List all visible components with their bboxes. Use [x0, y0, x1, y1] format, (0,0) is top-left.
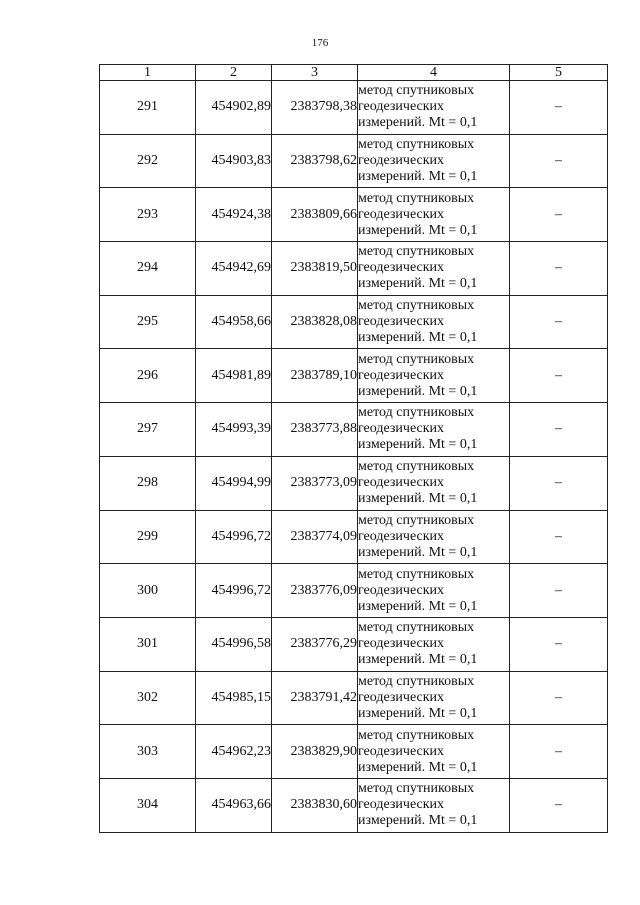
column-5-cell: – — [510, 510, 608, 564]
method-cell — [358, 403, 510, 457]
method-line: геодезических — [358, 314, 445, 330]
x-coordinate-cell: 454903,83 — [196, 134, 272, 188]
table-row — [100, 349, 608, 403]
table-row — [100, 81, 608, 135]
method-line: геодезических — [358, 528, 445, 544]
method-line: измерений. Mt = 0,1 — [358, 115, 478, 131]
point-number-cell: 291 — [100, 81, 196, 135]
method-line: измерений. Mt = 0,1 — [358, 169, 478, 185]
method-cell — [358, 671, 510, 725]
x-coordinate-cell: 454994,99 — [196, 456, 272, 510]
method-line: измерений. Mt = 0,1 — [358, 222, 478, 238]
table-row — [100, 564, 608, 618]
table-row — [100, 242, 608, 296]
point-number-cell: 297 — [100, 403, 196, 457]
table-row — [100, 134, 608, 188]
column-5-cell: – — [510, 295, 608, 349]
table-row — [100, 778, 608, 832]
column-5-cell: – — [510, 778, 608, 832]
method-line: геодезических — [358, 153, 445, 169]
y-coordinate-cell: 2383773,09 — [272, 456, 358, 510]
x-coordinate-cell: 454996,72 — [196, 564, 272, 618]
column-5-cell: – — [510, 564, 608, 618]
method-cell — [358, 81, 510, 135]
column-header-5: 5 — [510, 65, 608, 81]
y-coordinate-cell: 2383809,66 — [272, 188, 358, 242]
point-number-cell: 302 — [100, 671, 196, 725]
method-line: метод спутниковых — [358, 137, 475, 153]
method-line: метод спутниковых — [358, 83, 475, 99]
column-5-cell: – — [510, 349, 608, 403]
point-number-cell: 303 — [100, 725, 196, 779]
method-line: измерений. Mt = 0,1 — [358, 759, 478, 775]
method-line: метод спутниковых — [358, 405, 475, 421]
method-line: измерений. Mt = 0,1 — [358, 491, 478, 507]
method-line: геодезических — [358, 260, 445, 276]
table-row — [100, 725, 608, 779]
y-coordinate-cell: 2383829,90 — [272, 725, 358, 779]
method-cell — [358, 725, 510, 779]
method-line: геодезических — [358, 743, 445, 759]
method-line: измерений. Mt = 0,1 — [358, 813, 478, 829]
column-5-cell: – — [510, 671, 608, 725]
point-number-cell: 301 — [100, 617, 196, 671]
method-cell — [358, 349, 510, 403]
method-line: геодезических — [358, 797, 445, 813]
y-coordinate-cell: 2383774,09 — [272, 510, 358, 564]
y-coordinate-cell: 2383776,09 — [272, 564, 358, 618]
method-line: измерений. Mt = 0,1 — [358, 652, 478, 668]
method-cell — [358, 617, 510, 671]
x-coordinate-cell: 454993,39 — [196, 403, 272, 457]
method-line: метод спутниковых — [358, 727, 475, 743]
y-coordinate-cell: 2383798,62 — [272, 134, 358, 188]
x-coordinate-cell: 454985,15 — [196, 671, 272, 725]
method-line: измерений. Mt = 0,1 — [358, 383, 478, 399]
column-5-cell: – — [510, 188, 608, 242]
column-header-1: 1 — [100, 65, 196, 81]
method-line: измерений. Mt = 0,1 — [358, 705, 478, 721]
method-line: метод спутниковых — [358, 673, 475, 689]
method-line: метод спутниковых — [358, 566, 475, 582]
point-number-cell: 300 — [100, 564, 196, 618]
x-coordinate-cell: 454962,23 — [196, 725, 272, 779]
method-line: метод спутниковых — [358, 190, 475, 206]
method-line: измерений. Mt = 0,1 — [358, 598, 478, 614]
x-coordinate-cell: 454942,69 — [196, 242, 272, 296]
method-line: метод спутниковых — [358, 351, 475, 367]
y-coordinate-cell: 2383776,29 — [272, 617, 358, 671]
table-row — [100, 510, 608, 564]
method-line: геодезических — [358, 99, 445, 115]
table-row — [100, 456, 608, 510]
column-5-cell: – — [510, 134, 608, 188]
point-number-cell: 294 — [100, 242, 196, 296]
x-coordinate-cell: 454902,89 — [196, 81, 272, 135]
method-line: геодезических — [358, 689, 445, 705]
method-line: измерений. Mt = 0,1 — [358, 437, 478, 453]
point-number-cell: 304 — [100, 778, 196, 832]
y-coordinate-cell: 2383773,88 — [272, 403, 358, 457]
y-coordinate-cell: 2383791,42 — [272, 671, 358, 725]
table-header-row — [100, 65, 608, 81]
table-row — [100, 671, 608, 725]
method-cell — [358, 242, 510, 296]
y-coordinate-cell: 2383830,60 — [272, 778, 358, 832]
point-number-cell: 299 — [100, 510, 196, 564]
column-5-cell: – — [510, 242, 608, 296]
method-line: метод спутниковых — [358, 459, 475, 475]
x-coordinate-cell: 454996,58 — [196, 617, 272, 671]
method-line: геодезических — [358, 367, 445, 383]
method-line: метод спутниковых — [358, 512, 475, 528]
column-5-cell: – — [510, 81, 608, 135]
y-coordinate-cell: 2383798,38 — [272, 81, 358, 135]
column-5-cell: – — [510, 403, 608, 457]
y-coordinate-cell: 2383819,50 — [272, 242, 358, 296]
page-number: 176 — [311, 37, 329, 49]
method-line: измерений. Mt = 0,1 — [358, 330, 478, 346]
table-row — [100, 188, 608, 242]
x-coordinate-cell: 454981,89 — [196, 349, 272, 403]
method-line: измерений. Mt = 0,1 — [358, 276, 478, 292]
method-line: геодезических — [358, 475, 445, 491]
table-body — [100, 81, 608, 833]
table-row — [100, 295, 608, 349]
table-row — [100, 403, 608, 457]
column-header-2: 2 — [196, 65, 272, 81]
method-line: геодезических — [358, 206, 445, 222]
point-number-cell: 295 — [100, 295, 196, 349]
x-coordinate-cell: 454963,66 — [196, 778, 272, 832]
method-cell — [358, 134, 510, 188]
column-5-cell: – — [510, 456, 608, 510]
method-line: метод спутниковых — [358, 620, 475, 636]
method-line: геодезических — [358, 582, 445, 598]
y-coordinate-cell: 2383828,08 — [272, 295, 358, 349]
column-header-4: 4 — [358, 65, 510, 81]
x-coordinate-cell: 454924,38 — [196, 188, 272, 242]
method-line: геодезических — [358, 421, 445, 437]
table-row — [100, 617, 608, 671]
method-cell — [358, 295, 510, 349]
column-5-cell: – — [510, 725, 608, 779]
method-line: измерений. Mt = 0,1 — [358, 544, 478, 560]
method-cell — [358, 564, 510, 618]
method-line: метод спутниковых — [358, 781, 475, 797]
method-line: метод спутниковых — [358, 244, 475, 260]
y-coordinate-cell: 2383789,10 — [272, 349, 358, 403]
column-5-cell: – — [510, 617, 608, 671]
point-number-cell: 292 — [100, 134, 196, 188]
method-cell — [358, 188, 510, 242]
x-coordinate-cell: 454996,72 — [196, 510, 272, 564]
x-coordinate-cell: 454958,66 — [196, 295, 272, 349]
method-cell — [358, 510, 510, 564]
method-cell — [358, 778, 510, 832]
point-number-cell: 298 — [100, 456, 196, 510]
method-cell — [358, 456, 510, 510]
coordinates-table — [99, 64, 608, 833]
method-line: метод спутниковых — [358, 298, 475, 314]
method-line: геодезических — [358, 636, 445, 652]
point-number-cell: 293 — [100, 188, 196, 242]
column-header-3: 3 — [272, 65, 358, 81]
point-number-cell: 296 — [100, 349, 196, 403]
